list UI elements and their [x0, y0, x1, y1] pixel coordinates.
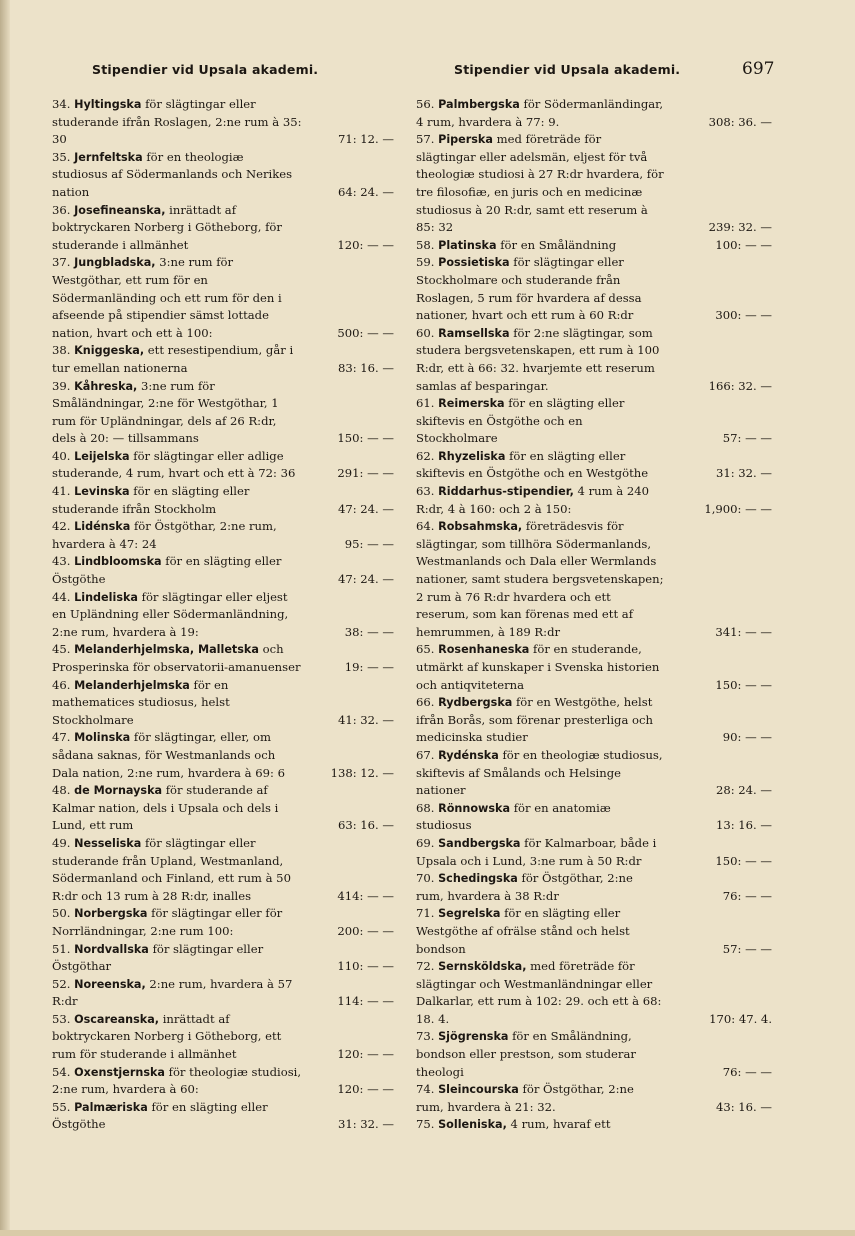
entry-amount: 150: — —	[715, 677, 772, 692]
entry-text	[416, 747, 664, 800]
entry-name: Solleniska,	[438, 1118, 507, 1132]
stipend-entry	[416, 1081, 772, 1116]
stipend-entry	[52, 1011, 394, 1064]
entry-text	[52, 96, 302, 149]
entry-text	[416, 518, 664, 641]
entry-text	[52, 254, 302, 342]
entry-number: 50.	[52, 906, 75, 921]
entry-description: för en studerande, utmärkt af kunskaper i Svenska historien och antiqviteterna	[416, 642, 660, 692]
entry-name: Robsahmska,	[438, 520, 523, 534]
stipend-entry	[52, 835, 394, 905]
entry-name: Noreenska,	[74, 977, 146, 991]
stipend-entry	[416, 1116, 772, 1134]
stipend-entry	[52, 782, 394, 835]
entry-number: 46.	[52, 677, 75, 692]
book-page	[52, 59, 775, 1132]
entry-number: 63.	[416, 484, 439, 499]
entry-text	[52, 941, 302, 976]
entry-number: 61.	[416, 396, 439, 411]
entry-number: 62.	[416, 448, 439, 463]
entry-amount: 1,900: — —	[704, 501, 772, 516]
entry-amount: 341: — —	[715, 624, 772, 639]
entry-name: Piperska	[438, 133, 493, 147]
entry-description: för en theologiæ studiosus af Södermanlands och Nerikes nation	[52, 149, 293, 199]
entry-description: för Östgöthar, 2:ne rum, hvardera à 21: 32.	[416, 1082, 634, 1114]
entry-number: 34.	[52, 97, 75, 111]
entry-name: de Mornayska	[74, 784, 163, 798]
entry-amount: 76: — —	[722, 1064, 772, 1079]
entry-amount: 308: 36. —	[708, 114, 772, 129]
entry-name: Kåhreska,	[74, 379, 138, 393]
entry-description: för Kalmarboar, både i Upsala och i Lund, 3:ne rum à 50 R:dr	[416, 835, 657, 868]
entry-number: 66.	[416, 695, 439, 710]
entry-text	[416, 1028, 664, 1081]
entry-amount: 291: — —	[337, 466, 394, 481]
entry-text	[52, 1064, 302, 1099]
stipend-entry	[52, 149, 394, 202]
entry-text	[52, 202, 302, 255]
entry-name: Sleincourska	[438, 1083, 519, 1097]
entry-description: för en anatomiæ studiosus	[416, 800, 611, 833]
entry-number: 52.	[52, 976, 75, 991]
entry-number: 74.	[416, 1082, 439, 1097]
entry-amount: 28: 24. —	[715, 783, 772, 798]
entry-name: Oxenstjernska	[74, 1065, 165, 1079]
entry-text	[52, 835, 302, 905]
entry-number: 73.	[416, 1029, 439, 1044]
entry-amount: 47: 24. —	[337, 572, 394, 587]
stipend-entry	[416, 958, 772, 1028]
entry-description: för en slägting eller studerande ifrån Stockholm	[52, 484, 250, 516]
entry-name: Oscareanska,	[74, 1012, 159, 1026]
entry-amount: 83: 16. —	[337, 360, 394, 375]
entry-description: för slägtingar eller adlige studerande, 4 rum, hvart och ett à 72: 36	[52, 448, 296, 481]
entry-text	[52, 378, 302, 448]
entry-description: för en slägting eller Östgöthe	[52, 554, 282, 587]
entry-text	[52, 641, 302, 676]
entry-number: 44.	[52, 589, 75, 604]
entry-amount: 95: — —	[344, 536, 394, 551]
stipend-entry	[52, 641, 394, 676]
stipend-entry	[416, 325, 772, 395]
entry-text	[52, 1011, 302, 1064]
entry-description: för en slägting eller skiftevis en Östgöthe och en Stockholmare	[416, 396, 625, 446]
running-header	[52, 59, 775, 86]
stipend-entry	[416, 835, 772, 870]
entry-description: 4 rum à 240 R:dr, 4 à 160: och 2 à 150:	[416, 484, 650, 516]
stipend-entry	[416, 641, 772, 694]
entry-text	[416, 131, 664, 237]
entry-name: Riddarhus-stipendier,	[438, 485, 574, 499]
entry-text	[416, 835, 664, 870]
entry-text	[52, 729, 302, 782]
entry-amount: 300: — —	[715, 308, 772, 323]
stipend-entry	[416, 694, 772, 747]
entry-name: Lidénska	[74, 520, 131, 534]
stipend-entry	[52, 729, 394, 782]
entry-amount: 13: 16. —	[715, 818, 772, 833]
page-number: 697	[742, 59, 775, 79]
entry-amount: 200: — —	[337, 923, 394, 938]
entry-number: 64.	[416, 519, 439, 534]
entry-name: Norbergska	[74, 907, 148, 921]
stipend-entry	[416, 518, 772, 641]
stipend-entry	[52, 589, 394, 642]
entry-text	[52, 448, 302, 483]
entry-text	[416, 905, 664, 958]
stipend-entry	[416, 254, 772, 324]
entry-number: 70.	[416, 871, 439, 886]
entry-description: för slägtingar eller Stockholmare och studerande från Roslagen, 5 rum för hvardera af dessa nationer, hvart och ett rum à 60 R:dr	[416, 255, 642, 323]
stipend-entry	[52, 976, 394, 1011]
stipend-entry	[416, 237, 772, 255]
entry-text	[416, 1116, 664, 1134]
entry-description: för en mathematices studiosus, helst Stockholmare	[52, 677, 230, 727]
entry-description: för slägtingar eller studerande från Upland, Westmanland, Södermanland och Finland, ett rum à 50 R:dr och 13 rum à 28 R:dr, inalles	[52, 835, 291, 903]
entry-number: 43.	[52, 554, 75, 569]
stipend-entry	[52, 1099, 394, 1134]
entry-text	[416, 1081, 664, 1116]
entry-number: 48.	[52, 783, 75, 798]
entry-description: för slägtingar eller eljest en Upländning eller Södermanländning, 2:ne rum, hvardera à 19:	[52, 589, 289, 639]
entry-description: för en Småländning, bondson eller prestson, som studerar theologi	[416, 1029, 636, 1079]
stipend-entry	[416, 131, 772, 237]
entry-name: Nesseliska	[74, 836, 142, 850]
entry-name: Leijelska	[74, 449, 130, 463]
entry-number: 60.	[416, 325, 439, 340]
entry-number: 57.	[416, 132, 439, 147]
entry-number: 51.	[52, 941, 75, 956]
stipend-entry	[52, 342, 394, 377]
entry-description: för Östgöthar, 2:ne rum, hvardera à 47: 24	[52, 519, 277, 551]
entry-amount: 138: 12. —	[330, 765, 394, 780]
entry-number: 58.	[416, 237, 439, 252]
entry-description: med företräde för slägtingar och Westmanländningar eller Dalkarlar, ett rum à 102: 29. och ett à 68: 18. 4.	[416, 959, 662, 1026]
entry-description: ett resestipendium, går i tur emellan nationerna	[52, 343, 294, 375]
entry-number: 36.	[52, 202, 75, 217]
stipend-entry	[52, 1064, 394, 1099]
stipend-entry	[52, 483, 394, 518]
entry-description: för en Westgöthe, helst ifrån Borås, som förenar presterliga och medicinska studier	[416, 695, 653, 745]
entry-name: Lindbloomska	[74, 555, 162, 569]
entry-name: Palmbergska	[438, 98, 520, 111]
entry-number: 40.	[52, 448, 75, 463]
entry-text	[52, 518, 302, 553]
entry-text	[52, 483, 302, 518]
entry-number: 72.	[416, 959, 439, 974]
entry-name: Jungbladska,	[74, 256, 156, 270]
entry-amount: 57: — —	[722, 941, 772, 956]
entry-name: Possietiska	[438, 256, 510, 270]
entry-description: för theologiæ studiosi, 2:ne rum, hvardera à 60:	[52, 1064, 302, 1097]
entry-amount: 38: — —	[344, 624, 394, 639]
entry-description: för en Småländning	[500, 237, 617, 252]
entry-description: för studerande af Kalmar nation, dels i Upsala och dels i Lund, ett rum	[52, 783, 279, 833]
entry-name: Rönnowska	[438, 801, 511, 815]
entry-name: Nordvallska	[74, 942, 149, 956]
entry-name: Ramsellska	[438, 326, 510, 340]
entry-name: Kniggeska,	[74, 344, 145, 358]
entry-amount: 120: — —	[337, 1047, 394, 1062]
entry-amount: 150: — —	[337, 431, 394, 446]
entry-amount: 150: — —	[715, 853, 772, 868]
entry-text	[52, 1099, 302, 1134]
stipend-entry	[52, 96, 394, 149]
header-title-left: Stipendier vid Upsala akademi.	[92, 62, 319, 77]
entry-amount: 41: 32. —	[337, 712, 394, 727]
entry-description: för Östgöthar, 2:ne rum, hvardera à 38 R:dr	[416, 871, 633, 903]
entry-amount: 170: 47. 4.	[709, 1011, 772, 1026]
entry-description: för slägtingar eller Östgöthar	[52, 941, 264, 974]
entry-number: 65.	[416, 642, 439, 657]
entry-number: 38.	[52, 343, 75, 358]
entry-amount: 64: 24. —	[337, 184, 394, 199]
entry-amount: 110: — —	[337, 959, 394, 974]
entry-number: 49.	[52, 835, 75, 850]
entry-description: företrädesvis för slägtingar, som tillhöra Södermanlands, Westmanlands och Dala eller Wermlands nationer, samt studera bergsvetenskapen; 2 rum à 76 R:dr hvardera och ett reserum, som kan förenas med ett af hemrummen, à 189 R:dr	[416, 519, 664, 639]
entry-name: Segrelska	[438, 907, 501, 921]
stipend-entry	[52, 941, 394, 976]
entry-name: Sandbergska	[438, 836, 521, 850]
entry-description: 3:ne rum för Westgöthar, ett rum för en Södermanländing och ett rum för den i afseende på stipendier sämst lottade nation, hvart och ett à 100:	[52, 255, 282, 340]
entry-amount: 76: — —	[722, 888, 772, 903]
entry-amount: 90: — —	[722, 730, 772, 745]
entry-description: för slägtingar, eller, om sådana saknas, för Westmanlands och Dala nation, 2:ne rum, hvardera à 69: 6	[52, 730, 285, 780]
entry-amount: 31: 32. —	[715, 466, 772, 481]
entry-amount: 31: 32. —	[337, 1117, 394, 1132]
entry-name: Melanderhjelmska	[74, 678, 190, 692]
stipend-entry	[52, 677, 394, 730]
entry-number: 71.	[416, 906, 439, 921]
entry-description: för slägtingar eller för Norrländningar, 2:ne rum 100:	[52, 906, 283, 938]
entry-number: 67.	[416, 747, 439, 762]
page-bottom-edge	[0, 1230, 855, 1236]
entry-name: Rosenhaneska	[438, 643, 530, 657]
entry-text	[52, 589, 302, 642]
entry-description: och Prosperinska för observatorii-amanuenser	[52, 642, 301, 674]
entry-amount: 71: 12. —	[337, 132, 394, 147]
entry-text	[416, 958, 664, 1028]
entry-text	[416, 395, 664, 448]
entry-description: med företräde för slägtingar eller adelsmän, eljest för två theologiæ studiosi à 27 R:dr hvardera, för tre filosofiæ, en juris och en medicinæ studiosus à 20 R:dr, samt ett reserum à 85: 32	[416, 132, 664, 235]
entry-amount: 120: — —	[337, 1082, 394, 1097]
entry-amount: 120: — —	[337, 237, 394, 252]
page-edge-shadow	[0, 0, 10, 1236]
entry-amount: 239: 32. —	[708, 220, 772, 235]
entry-description: för 2:ne slägtingar, som studera bergsvetenskapen, ett rum à 100 R:dr, ett à 66: 32. hvarjemte ett reserum samlas af besparingar.	[416, 325, 660, 393]
entry-text	[52, 905, 302, 940]
entry-name: Palmæriska	[74, 1100, 148, 1114]
entry-number: 53.	[52, 1011, 75, 1026]
entry-text	[416, 641, 664, 694]
entry-text	[416, 800, 664, 835]
entry-text	[52, 149, 302, 202]
entry-text	[52, 976, 302, 1011]
entry-text	[416, 325, 664, 395]
entry-amount: 114: — —	[337, 994, 394, 1009]
entry-amount: 500: — —	[337, 325, 394, 340]
entry-text	[416, 96, 664, 131]
entry-description: 3:ne rum för Småländningar, 2:ne för Westgöthar, 1 rum för Upländningar, dels af 26 R:dr, dels à 20: — tillsammans	[52, 378, 279, 446]
entry-description: inrättadt af boktryckaren Norberg i Götheborg, ett rum för studerande i allmänhet	[52, 1011, 282, 1062]
entry-description: 4 rum, hvaraf ett	[510, 1117, 611, 1132]
stipend-entry	[416, 905, 772, 958]
stipend-entry	[416, 483, 772, 518]
stipend-entry	[416, 448, 772, 483]
entry-amount: 57: — —	[722, 431, 772, 446]
entry-number: 42.	[52, 519, 75, 534]
entry-name: Sernsköldska,	[438, 960, 527, 974]
entry-text	[416, 483, 664, 518]
entry-amount: 63: 16. —	[337, 818, 394, 833]
entry-name: Hyltingska	[74, 98, 142, 111]
entry-name: Rydbergska	[438, 696, 513, 710]
stipend-entry	[416, 747, 772, 800]
stipend-entry	[52, 202, 394, 255]
entry-name: Molinska	[74, 731, 131, 745]
entry-name: Rhyzeliska	[438, 449, 506, 463]
entry-description: för en slägting eller skiftevis en Östgöthe och en Westgöthe	[416, 448, 649, 481]
entry-number: 41.	[52, 484, 75, 499]
stipend-entry	[416, 1028, 772, 1081]
header-title-right: Stipendier vid Upsala akademi.	[454, 62, 681, 77]
entry-name: Josefineanska,	[74, 203, 166, 217]
entry-number: 56.	[416, 97, 439, 111]
entry-number: 69.	[416, 835, 439, 850]
entry-text	[416, 870, 664, 905]
entry-number: 68.	[416, 800, 439, 815]
entry-description: för en slägting eller Östgöthe	[52, 1099, 268, 1132]
entry-text	[416, 694, 664, 747]
entry-number: 37.	[52, 255, 75, 270]
stipend-entry	[52, 905, 394, 940]
right-column	[416, 96, 772, 1134]
entry-amount: 43: 16. —	[715, 1099, 772, 1114]
entry-number: 55.	[52, 1099, 75, 1114]
entry-name: Jernfeltska	[74, 150, 143, 164]
stipend-entry	[416, 395, 772, 448]
entry-number: 35.	[52, 149, 75, 164]
entry-description: för slägtingar eller studerande ifrån Roslagen, 2:ne rum à 35: 30	[52, 97, 302, 147]
entry-text	[52, 553, 302, 588]
stipend-entry	[52, 254, 394, 342]
entry-text	[416, 448, 664, 483]
entry-amount: 166: 32. —	[708, 378, 772, 393]
entry-number: 47.	[52, 730, 75, 745]
stipend-entry	[416, 800, 772, 835]
entry-description: för Södermanländingar, 4 rum, hvardera à 77: 9.	[416, 97, 664, 129]
stipend-entry	[52, 518, 394, 553]
entry-number: 75.	[416, 1117, 439, 1132]
entry-number: 39.	[52, 378, 75, 393]
entry-amount: 414: — —	[337, 888, 394, 903]
entry-description: inrättadt af boktryckaren Norberg i Götheborg, för studerande i allmänhet	[52, 202, 282, 252]
stipend-entry	[52, 378, 394, 448]
entry-text	[52, 342, 302, 377]
stipend-entry	[416, 96, 772, 131]
entry-text	[52, 782, 302, 835]
left-column	[52, 96, 394, 1134]
entry-name: Rydénska	[438, 748, 499, 762]
entry-name: Schedingska	[438, 872, 518, 886]
stipend-entry	[52, 553, 394, 588]
entry-text	[52, 677, 302, 730]
entry-name: Lindeliska	[74, 590, 138, 604]
entry-number: 54.	[52, 1064, 75, 1079]
entry-description: för en theologiæ studiosus, skiftevis af Smålands och Helsinge nationer	[416, 747, 663, 798]
entry-amount: 47: 24. —	[337, 501, 394, 516]
entry-name: Melanderhjelmska, Malletska	[74, 643, 259, 657]
entry-number: 45.	[52, 642, 75, 657]
stipend-entry	[52, 448, 394, 483]
entry-text	[416, 254, 664, 324]
entry-text	[416, 237, 664, 255]
entry-description: 2:ne rum, hvardera à 57 R:dr	[52, 976, 293, 1009]
entry-number: 59.	[416, 255, 439, 270]
entry-amount: 100: — —	[715, 237, 772, 252]
entry-name: Platinska	[438, 238, 497, 252]
entry-description: för en slägting eller Westgöthe af ofrälse stånd och helst bondson	[416, 906, 630, 956]
entry-name: Sjögrenska	[438, 1030, 509, 1044]
stipend-entry	[416, 870, 772, 905]
entry-name: Reimerska	[438, 397, 505, 411]
entry-amount: 19: — —	[344, 660, 394, 674]
entry-name: Levinska	[74, 485, 130, 499]
